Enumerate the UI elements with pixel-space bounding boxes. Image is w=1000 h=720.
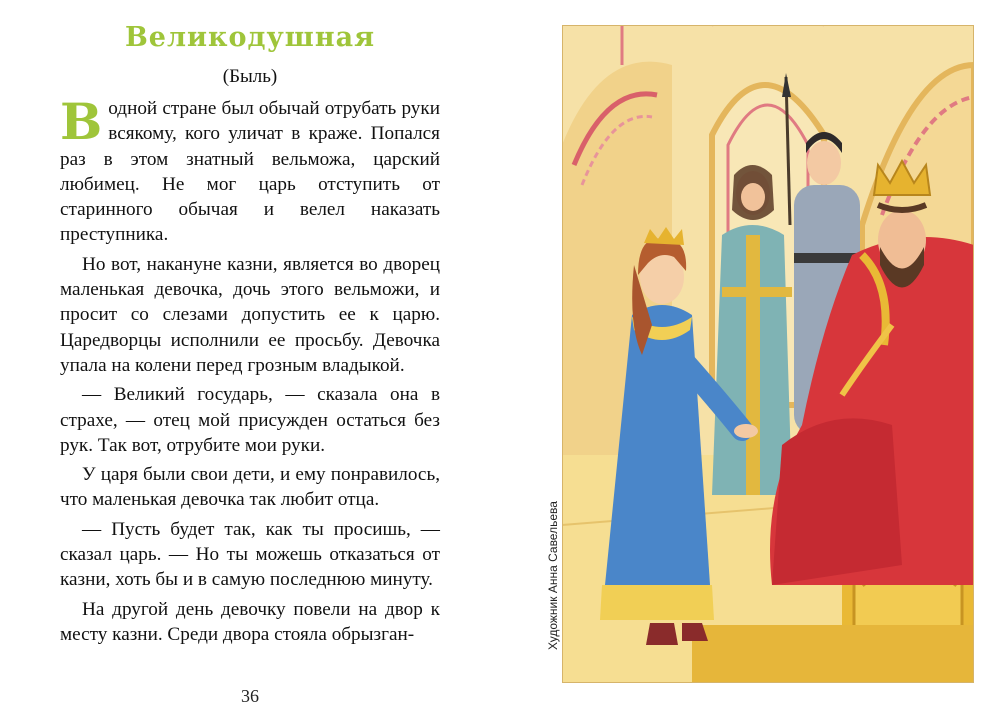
story-text [60, 92, 440, 651]
paragraph: — Великий государь, — сказала она в страхе, — отец мой присужден остаться без рук. Так вот, отрубите мои руки. [60, 384, 440, 456]
paragraph: Но вот, накануне казни, является во дворец маленькая девочка, дочь этого вельможи, и просит со слезами допустить ее к царю. Царедворцы исполнили ее просьбу. Девочка упала на колени перед грозным владыкой. [60, 253, 440, 376]
paragraph-text: одной стране был обычай отрубать руки всякому, кого уличат в краже. Попался раз в этом знатный вельможа, царский любимец. Не мог царь отступить от старинного обычая и велел наказать преступника. [60, 98, 440, 246]
paragraph: На другой день девочку повели на двор к месту казни. Среди двора стояла обрызган- [60, 598, 440, 645]
drop-cap: В [60, 92, 103, 151]
page-number: 36 [241, 686, 259, 706]
illustrator-credit: Художник Анна Савельева [546, 501, 560, 650]
paragraph: — Пусть будет так, как ты просишь, — сказал царь. — Но ты можешь отказаться от казни, хоть бы и в самую последнюю минуту. [60, 518, 440, 591]
page-title: Великодушная [124, 22, 376, 53]
royal-court-illustration [562, 25, 974, 683]
page-subtitle: (Быль) [222, 66, 278, 87]
paragraph: У царя были свои дети, и ему понравилось, что маленькая девочка так любит отца. [60, 464, 440, 511]
paragraph [60, 92, 440, 248]
